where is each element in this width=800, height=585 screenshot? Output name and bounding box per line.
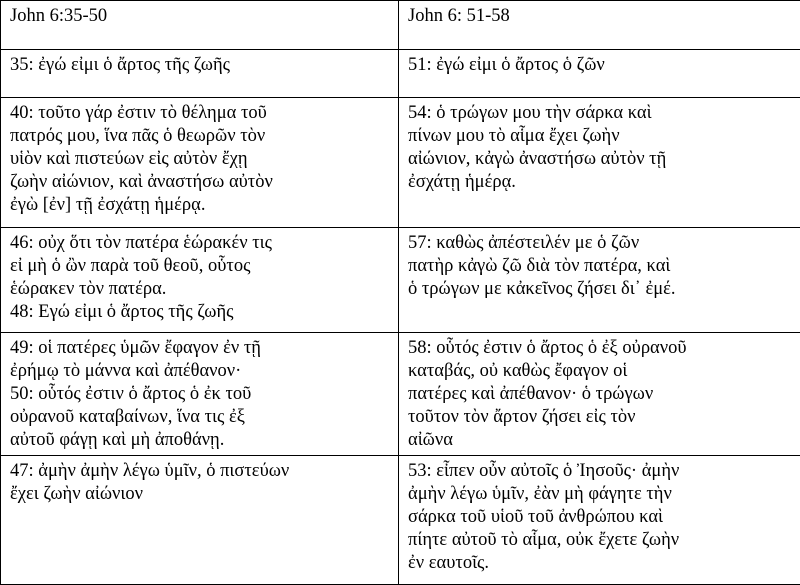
verse-cell-left — [1, 333, 399, 456]
verse-cell-right — [399, 333, 800, 456]
verse-line: ἐν εαυτοῖς. — [408, 552, 794, 575]
verse-line: 51: ἐγώ εἰμι ὁ ἄρτος ὁ ζῶν — [408, 54, 794, 77]
verse-line: αἰώνιον, κἀγὼ ἀναστήσω αὐτὸν τῇ — [408, 148, 794, 171]
verse-cell-left — [1, 50, 399, 98]
verse-line: πατὴρ κἀγὼ ζῶ διὰ τὸν πατέρα, καὶ — [408, 255, 794, 278]
table-row — [1, 98, 800, 228]
verse-line: αἰῶνα — [408, 429, 794, 452]
header-cell-right — [399, 1, 800, 50]
verse-line: 58: οὗτός ἐστιν ὁ ἄρτος ὁ ἐξ οὐρανοῦ — [408, 337, 794, 360]
verse-line: καταβάς, οὐ καθὼς ἔφαγον οἱ — [408, 360, 794, 383]
verse-line: τοῦτον τὸν ἄρτον ζήσει εἰς τὸν — [408, 406, 794, 429]
verse-line: πίνων μου τὸ αἷμα ἔχει ζωὴν — [408, 125, 794, 148]
verse-line: 46: οὐχ ὅτι τὸν πατέρα ἑώρακέν τις — [10, 232, 392, 255]
verse-line: ζωὴν αἰώνιον, καὶ ἀναστήσω αὐτὸν — [10, 171, 392, 194]
header-cell-left — [1, 1, 399, 50]
verse-line: υἱὸν καὶ πιστεύων εἰς αὐτὸν ἔχῃ — [10, 148, 392, 171]
header-right-text: John 6: 51-58 — [408, 5, 794, 28]
verse-line: σάρκα τοῦ υἱοῦ τοῦ ἀνθρώπου καὶ — [408, 506, 794, 529]
verse-cell-right — [399, 456, 800, 585]
table-row — [1, 456, 800, 585]
verse-line: 54: ὁ τρώγων μου τὴν σάρκα καὶ — [408, 102, 794, 125]
verse-line: 49: οἱ πατέρες ὑμῶν ἔφαγον ἐν τῇ — [10, 337, 392, 360]
verse-line: 53: εἶπεν οὖν αὐτοῖς ὁ Ἰησοῦς· ἀμὴν — [408, 460, 794, 483]
verse-line: 47: ἀμὴν ἀμὴν λέγω ὑμῖν, ὁ πιστεύων — [10, 460, 392, 483]
verse-cell-left — [1, 228, 399, 333]
verse-line: ἔχει ζωὴν αἰώνιον — [10, 483, 392, 506]
table-row — [1, 50, 800, 98]
verse-line: 57: καθὼς ἀπέστειλέν με ὁ ζῶν — [408, 232, 794, 255]
header-row — [1, 1, 800, 50]
verse-line: 40: τοῦτο γάρ ἐστιν τὸ θέλημα τοῦ — [10, 102, 392, 125]
verse-line: πίητε αὐτοῦ τὸ αἷμα, οὐκ ἔχετε ζωὴν — [408, 529, 794, 552]
verse-line: ἀμὴν λέγω ὑμῖν, ἐὰν μὴ φάγητε τὴν — [408, 483, 794, 506]
verse-line: ἐρήμῳ τὸ μάννα καὶ ἀπέθανον· — [10, 360, 392, 383]
verse-line: εἰ μὴ ὁ ὢν παρὰ τοῦ θεοῦ, οὗτος — [10, 255, 392, 278]
verse-line: ἑώρακεν τὸν πατέρα. — [10, 278, 392, 301]
verse-line: αὐτοῦ φάγῃ καὶ μὴ ἀποθάνῃ. — [10, 429, 392, 452]
table-row — [1, 228, 800, 333]
verse-line: 48: Εγώ εἰμι ὁ ἄρτος τῆς ζωῆς — [10, 301, 392, 324]
verse-line: πατέρες καὶ ἀπέθανον· ὁ τρώγων — [408, 383, 794, 406]
table-row — [1, 333, 800, 456]
verse-cell-left — [1, 456, 399, 585]
verse-cell-right — [399, 98, 800, 228]
header-left-text: John 6:35-50 — [10, 5, 392, 28]
verse-line: οὐρανοῦ καταβαίνων, ἵνα τις ἐξ — [10, 406, 392, 429]
verse-cell-right — [399, 50, 800, 98]
verse-line: ἐγὼ [ἐν] τῇ ἐσχάτῃ ἡμέρᾳ. — [10, 194, 392, 217]
verse-cell-right — [399, 228, 800, 333]
verse-line: 35: ἐγώ εἰμι ὁ ἄρτος τῆς ζωῆς — [10, 54, 392, 77]
verse-line: ἐσχάτῃ ἡμέρᾳ. — [408, 171, 794, 194]
verse-cell-left — [1, 98, 399, 228]
verse-line: πατρός μου, ἵνα πᾶς ὁ θεωρῶν τὸν — [10, 125, 392, 148]
verse-line: ὁ τρώγων με κἀκεῖνος ζήσει δι᾽ ἐμέ. — [408, 278, 794, 301]
verse-line: 50: οὗτός ἐστιν ὁ ἄρτος ὁ ἐκ τοῦ — [10, 383, 392, 406]
